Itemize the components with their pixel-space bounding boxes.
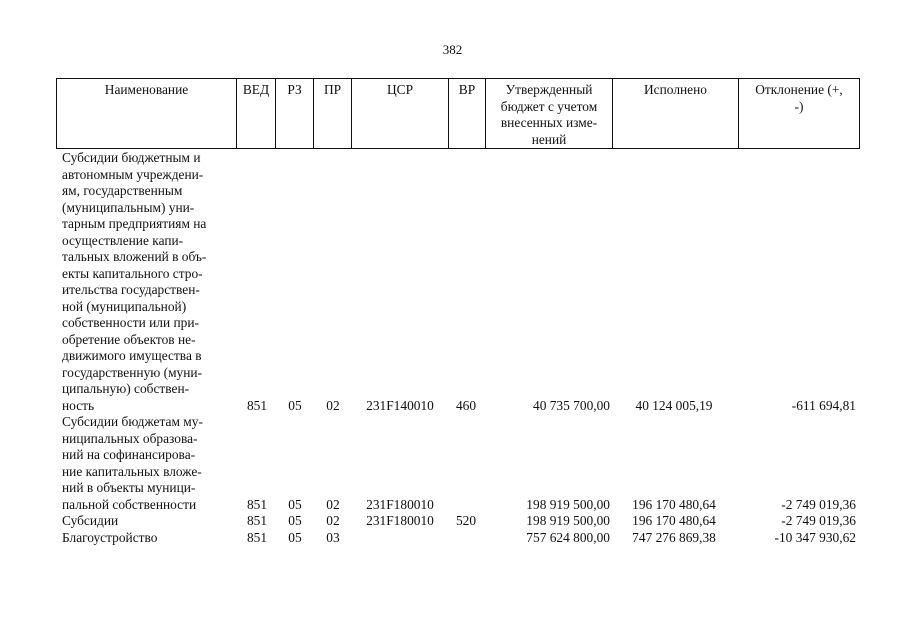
row-name-line: ний на софинансирова-: [62, 447, 196, 462]
row-name-line: ительства государствен-: [62, 282, 200, 297]
header-budget: Утвержденный бюджет с учетом внесенных изме-нений: [486, 79, 613, 149]
row-name-line: обретение объектов не-: [62, 331, 196, 347]
cell-csr: 231F140010: [366, 397, 434, 413]
row-name-line: движимого имущества в: [62, 348, 202, 363]
cell-csr: 231F180010: [366, 496, 434, 512]
cell-budget: 198 919 500,00: [526, 513, 610, 528]
cell-ved: 851: [246, 397, 268, 413]
cell-rz: 05: [288, 496, 302, 512]
page-number: 382: [442, 42, 463, 57]
cell-vr: 520: [455, 513, 477, 528]
cell-done: 40 124 005,19: [635, 397, 713, 413]
cell-budget: 757 624 800,00: [526, 529, 610, 545]
cell-pr: 02: [326, 513, 340, 528]
header-csr: ЦСР: [352, 79, 449, 149]
cell-done: 196 170 480,64: [632, 513, 716, 528]
row-name-line: ципальную) собствен-: [62, 381, 190, 396]
cell-dev: -2 749 019,36: [781, 496, 856, 512]
header-rz: РЗ: [276, 79, 314, 149]
row-name-line: Субсидии бюджетам му-: [62, 414, 203, 429]
cell-pr: 02: [326, 496, 340, 512]
row-name-line: тальных вложений в объ-: [62, 249, 207, 264]
cell-ved: 851: [246, 496, 268, 512]
cell-ved: 851: [246, 513, 268, 528]
cell-rz: 05: [288, 529, 302, 545]
row-name-line: Субсидии бюджетным и: [62, 150, 201, 165]
row-name-line: ние капитальных вложе-: [62, 463, 202, 479]
cell-csr: 231F180010: [366, 513, 434, 528]
header-done: Исполнено: [613, 79, 739, 149]
cell-ved: 851: [246, 529, 268, 545]
table-header: [56, 78, 860, 149]
cell-dev: -10 347 930,62: [774, 529, 856, 545]
row-name-line: Субсидии: [62, 513, 119, 528]
row-name: [62, 530, 232, 547]
row-name-line: ний в объекты муници-: [62, 480, 196, 495]
row-name-line: тарным предприятиям на: [62, 216, 207, 231]
row-name-line: осуществление капи-: [62, 232, 184, 248]
row-name-line: ям, государственным: [62, 183, 183, 198]
cell-dev: -611 694,81: [791, 397, 856, 413]
cell-dev: -2 749 019,36: [781, 513, 856, 528]
row-name: [62, 414, 232, 513]
header-vr: ВР: [449, 79, 486, 149]
cell-rz: 05: [288, 397, 302, 413]
row-name-line: Благоустройство: [62, 529, 158, 545]
row-name-line: пальной собственности: [62, 496, 197, 512]
row-name-line: ность: [62, 397, 95, 413]
row-name-line: собственности или при-: [62, 315, 199, 330]
row-name-line: екты капитального стро-: [62, 265, 203, 281]
cell-done: 747 276 869,38: [632, 529, 716, 545]
row-name-line: ной (муниципальной): [62, 298, 187, 314]
cell-pr: 02: [326, 397, 340, 413]
row-name-line: ниципальных образова-: [62, 430, 198, 446]
row-name-line: автономным учреждени-: [62, 166, 204, 182]
row-name: [62, 513, 232, 530]
row-name-line: (муниципальным) уни-: [62, 199, 195, 215]
cell-budget: 198 919 500,00: [526, 496, 610, 512]
row-name: [62, 150, 232, 414]
cell-pr: 03: [326, 529, 340, 545]
header-pr: ПР: [314, 79, 352, 149]
header-name: Наименование: [57, 79, 237, 149]
header-ved: ВЕД: [237, 79, 276, 149]
row-name-line: государственную (муни-: [62, 364, 203, 380]
cell-rz: 05: [288, 513, 302, 528]
header-deviation: Отклонение (+, -): [739, 79, 860, 149]
cell-budget: 40 735 700,00: [533, 397, 610, 413]
cell-vr: 460: [455, 397, 477, 413]
cell-done: 196 170 480,64: [632, 496, 716, 512]
